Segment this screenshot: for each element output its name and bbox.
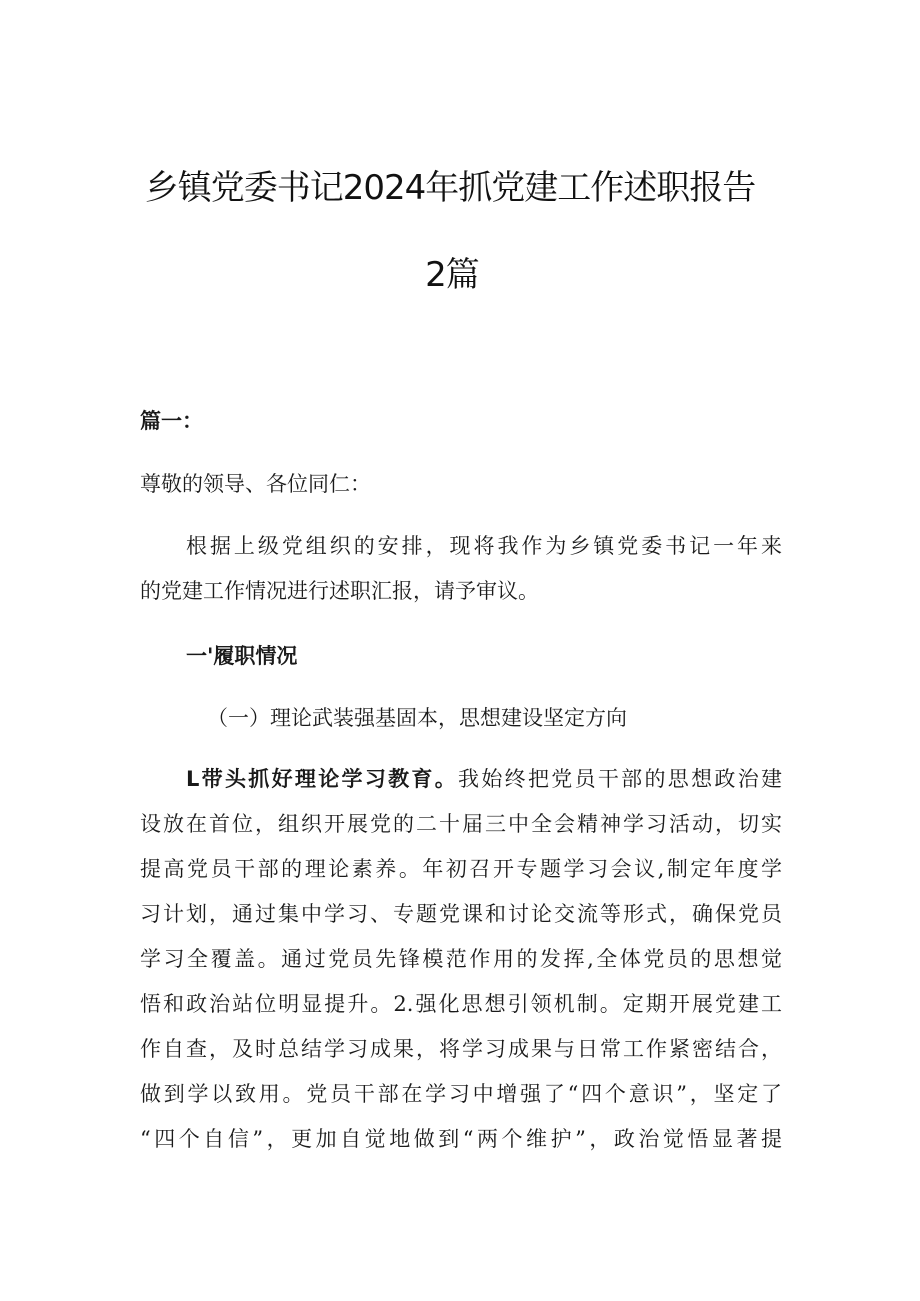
paragraph-line-1 [186,763,782,793]
section-heading: 一'履职情况 [186,644,298,668]
paragraph-line-9: “四个自信”，更加自觉地做到“两个维护”，政治觉悟显著提 [140,1127,782,1151]
paragraph-line-6: 悟和政治站位明显提升。2.强化思想引领机制。定期开展党建工 [140,992,782,1016]
paragraph-line-5: 学习全覆盖。通过党员先锋模范作用的发挥,全体党员的思想觉 [140,947,782,971]
paragraph-line-4: 习计划，通过集中学习、专题党课和讨论交流等形式，确保党员 [140,902,782,926]
paragraph-line-7: 作自查，及时总结学习成果，将学习成果与日常工作紧密结合， [140,1037,782,1061]
paragraph-lead: L带头抓好理论学习教育。 [186,767,459,791]
document-title-line1: 乡镇党委书记2024年抓党建工作述职报告 [144,168,756,208]
paragraph-line-3: 提高党员干部的理论素养。年初召开专题学习会议,制定年度学 [140,857,782,881]
subsection-heading: （一）理论武装强基固本，思想建设坚定方向 [207,706,627,730]
intro-line-2: 的党建工作情况进行述职汇报，请予审议。 [140,579,539,603]
intro-line-1: 根据上级党组织的安排，现将我作为乡镇党委书记一年来 [186,534,782,558]
paragraph-line-1-rest: 我始终把党员干部的思想政治建 [458,767,783,791]
part-heading: 篇一： [140,409,203,433]
paragraph-line-8: 做到学以致用。党员干部在学习中增强了“四个意识”，坚定了 [140,1082,782,1106]
paragraph-line-2: 设放在首位，组织开展党的二十届三中全会精神学习活动，切实 [140,812,782,836]
salutation: 尊敬的领导、各位同仁： [140,472,371,496]
document-title-line2: 2篇 [425,255,479,295]
